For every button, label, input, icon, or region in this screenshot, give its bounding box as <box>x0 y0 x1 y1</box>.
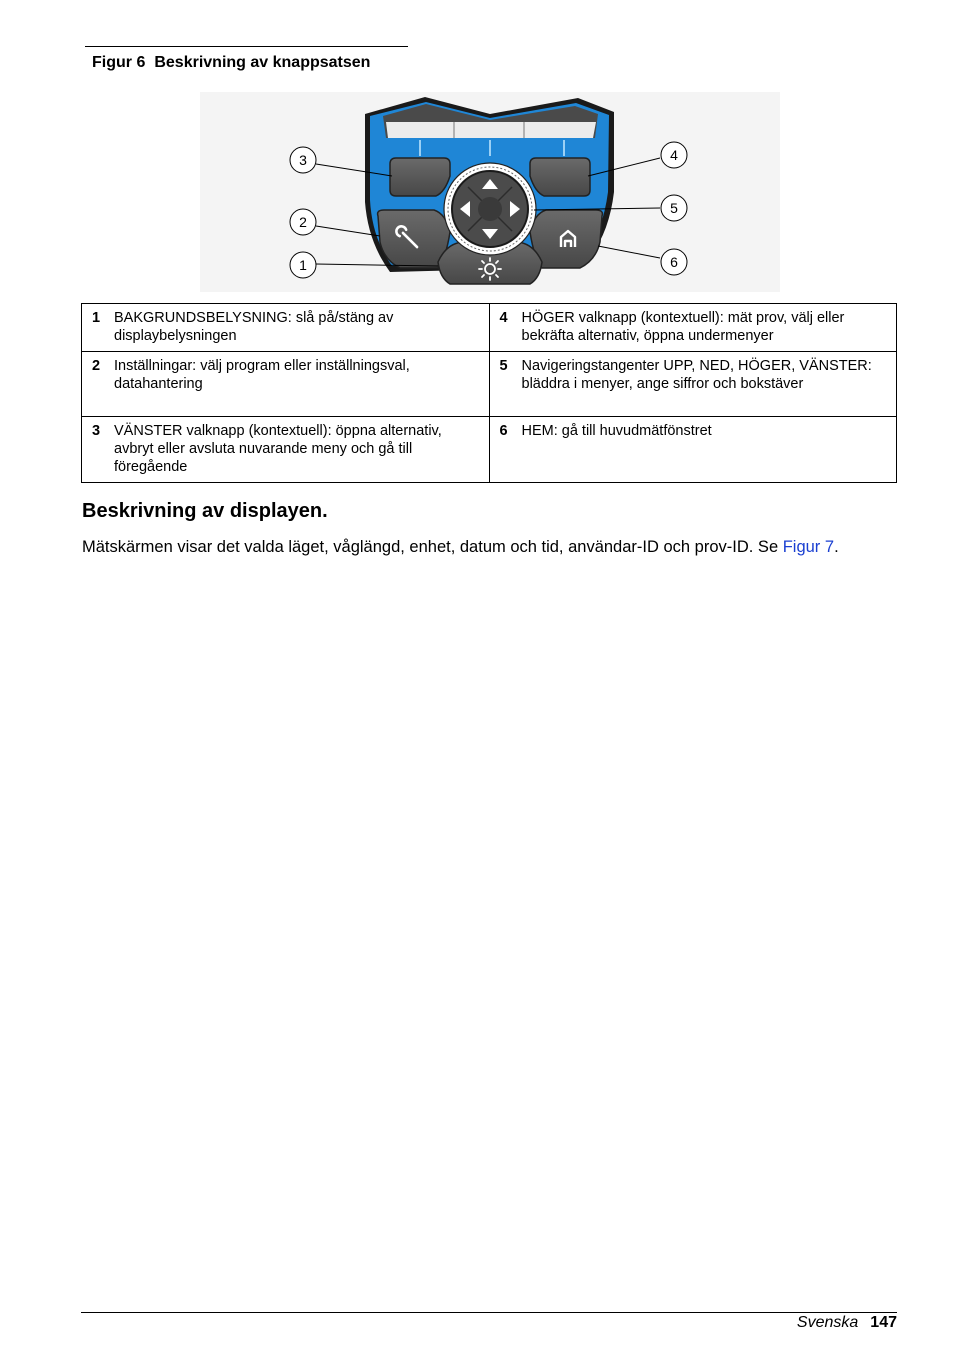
legend-cell <box>82 417 490 483</box>
figure-7-link[interactable]: Figur 7 <box>782 538 835 556</box>
page-number: 147 <box>870 1314 897 1331</box>
legend-number: 5 <box>499 358 508 374</box>
legend-text: Navigeringstangenter UPP, NED, HÖGER, VÄNSTER: bläddra i menyer, ange siffror och bokstäver <box>521 358 872 392</box>
table-row <box>82 352 897 417</box>
legend-text: Inställningar: välj program eller inställningsval, datahantering <box>114 358 410 392</box>
table-row <box>82 304 897 352</box>
legend-number: 4 <box>499 310 508 326</box>
callout-label: 6 <box>670 254 678 270</box>
navigation-pad <box>444 163 536 255</box>
footer-language: Svenska <box>796 1314 859 1331</box>
figure-caption <box>92 53 408 72</box>
legend-cell <box>489 417 897 483</box>
left-soft-key <box>390 158 450 196</box>
legend-text: HEM: gå till huvudmätfönstret <box>521 423 712 439</box>
keypad-legend-table <box>81 303 897 483</box>
legend-cell <box>489 304 897 352</box>
legend-cell <box>82 352 490 417</box>
legend-text: HÖGER valknapp (kontextuell): mät prov, välj eller bekräfta alternativ, öppna undermenyer <box>521 310 845 344</box>
section-heading: Beskrivning av displayen. <box>82 500 328 522</box>
body-text: Mätskärmen visar det valda läget, våglängd, enhet, datum och tid, användar-ID och prov-ID. Se <box>82 538 783 556</box>
callout-label: 1 <box>299 257 307 273</box>
keypad-illustration <box>200 92 780 292</box>
legend-number: 6 <box>499 423 508 439</box>
callout-label: 5 <box>670 200 678 216</box>
callout-label: 4 <box>670 147 678 163</box>
callout-label: 3 <box>299 152 307 168</box>
legend-cell <box>489 352 897 417</box>
table-row <box>82 417 897 483</box>
legend-text: BAKGRUNDSBELYSNING: slå på/stäng av displaybelysningen <box>114 310 394 344</box>
legend-number: 3 <box>92 423 101 439</box>
figure-caption-rule <box>85 46 408 72</box>
figure-title: Beskrivning av knappsatsen <box>154 54 371 71</box>
body-paragraph <box>82 537 897 557</box>
legend-number: 1 <box>92 310 101 326</box>
callout-label: 2 <box>299 214 307 230</box>
figure-number: Figur 6 <box>92 54 146 71</box>
footer-rule <box>81 1312 897 1313</box>
legend-number: 2 <box>92 358 101 374</box>
legend-cell <box>82 304 490 352</box>
right-soft-key <box>530 158 590 196</box>
page-footer <box>797 1313 897 1333</box>
body-text-end: . <box>834 538 839 556</box>
legend-text: VÄNSTER valknapp (kontextuell): öppna alternativ, avbryt eller avsluta nuvarande meny och gå till föregående <box>114 423 442 475</box>
